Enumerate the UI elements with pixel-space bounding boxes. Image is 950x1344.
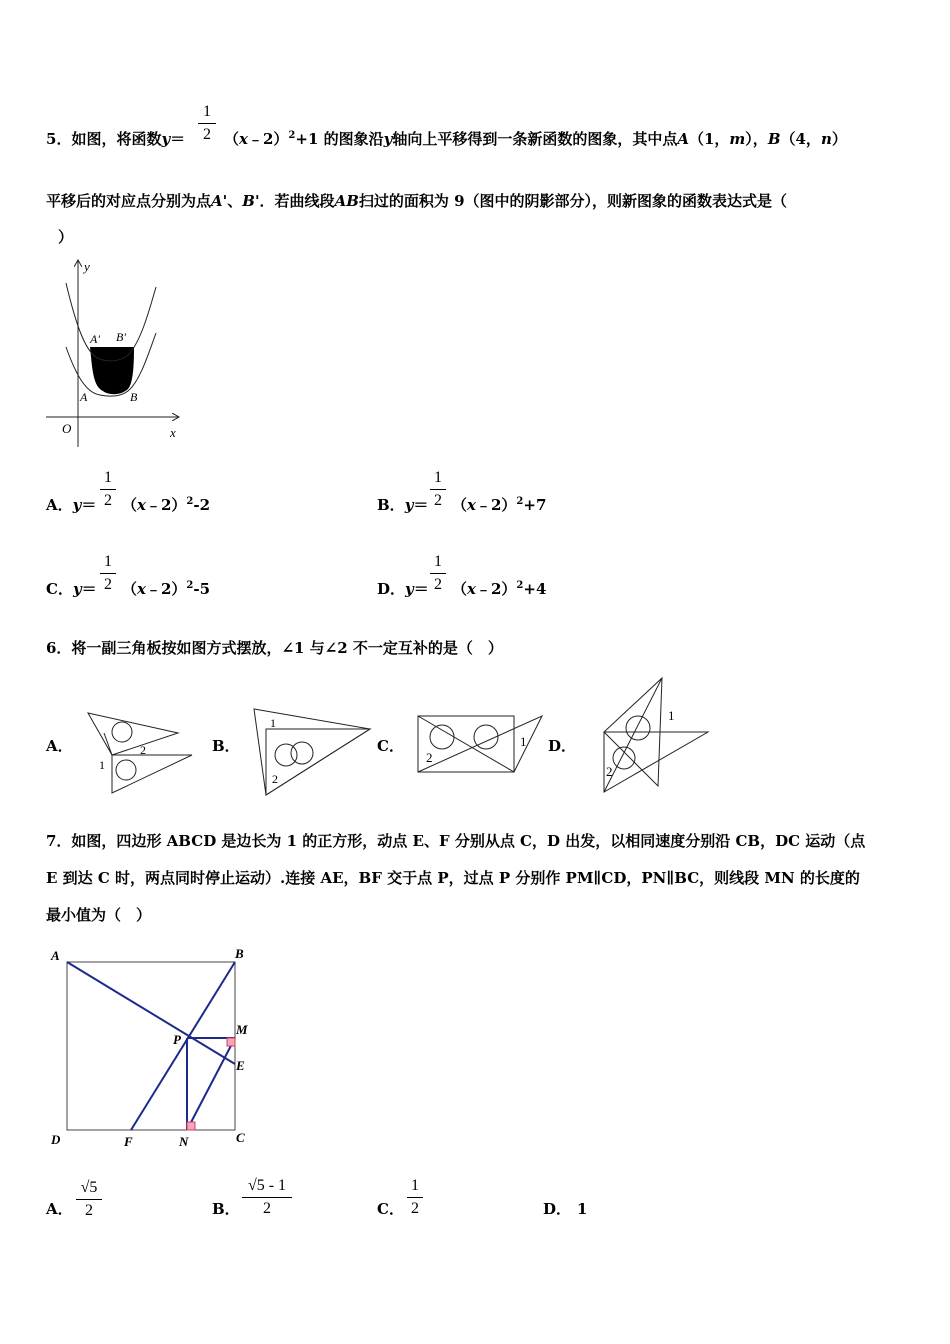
segment-MN	[187, 1038, 235, 1130]
option-label: D．	[543, 1200, 572, 1218]
label-M: M	[236, 1022, 248, 1037]
equals: ＝	[413, 580, 429, 598]
triangle-hole	[613, 747, 635, 769]
angle-2-label: 2	[272, 772, 278, 786]
q5-point-B: B	[767, 130, 781, 148]
angle-2-label: 2	[140, 743, 146, 757]
option-fraction	[76, 1178, 102, 1221]
q6-figure-C	[414, 710, 554, 790]
fraction-bar	[100, 573, 116, 574]
q5-point-A-prime: A'	[211, 192, 228, 210]
q5-text: ）	[831, 130, 847, 148]
fraction-numerator: 1	[104, 469, 112, 486]
q5-text: （4，	[780, 130, 821, 148]
q5-text: 轴向上平移得到一条新函数的图象，其中点	[392, 130, 678, 148]
paren: （	[452, 580, 468, 598]
q6-option-B-label[interactable]: B．	[212, 737, 240, 755]
label-A-prime: A'	[90, 332, 100, 346]
q5-expr: ﹣2）	[247, 130, 289, 148]
option-value: 1	[577, 1200, 588, 1218]
q5-text: 扫过的面积为 9（图中的阴影部分），则新图象的函数表达式是（	[358, 192, 788, 210]
expr: ﹣2）	[145, 496, 187, 514]
q5-line-2	[46, 190, 787, 211]
q5-point-B-prime: B'	[242, 192, 260, 210]
label-A: A	[51, 948, 60, 963]
shaded-region	[90, 347, 134, 394]
angle-1-label: 1	[99, 758, 105, 772]
triangle-hole	[275, 744, 297, 766]
label-E: E	[236, 1058, 245, 1073]
option-label: B．	[212, 1200, 240, 1218]
triangle-hole	[112, 722, 132, 742]
label-B: B	[130, 390, 138, 404]
exponent: 2	[186, 496, 194, 507]
paren: （	[452, 496, 468, 514]
option-label: C．	[46, 580, 73, 598]
label-A: A	[80, 390, 88, 404]
expr: ﹣2）	[475, 496, 517, 514]
q5-var-n: n	[820, 130, 832, 148]
fraction-bar	[430, 573, 446, 574]
label-y: y	[84, 259, 90, 274]
fraction-denominator: 2	[263, 1200, 271, 1217]
option-label: D．	[377, 580, 406, 598]
right-angle-mark-M	[227, 1038, 235, 1046]
option-label: A．	[46, 496, 73, 514]
fraction-denominator: 2	[104, 576, 112, 593]
q5-number: 5	[46, 130, 57, 148]
q5-text: 平移后的对应点分别为点	[46, 192, 212, 210]
fraction-denominator: 2	[434, 492, 442, 509]
label-O: O	[62, 421, 72, 436]
q5-text: ．如图，将函数	[56, 130, 162, 148]
var-y: y	[405, 580, 414, 598]
label-B: B	[235, 946, 244, 961]
constant: -2	[193, 496, 211, 514]
q5-figure	[40, 255, 190, 455]
q5-text: （1，	[688, 130, 730, 148]
constant: +7	[523, 496, 547, 514]
q7-line-1: 7．如图，四边形 ABCD 是边长为 1 的正方形，动点 E、F 分别从点 C，D 出发，以相同速度分别沿 CB，DC 运动（点	[46, 832, 866, 850]
triangle-hole	[116, 760, 136, 780]
fraction-bar	[407, 1197, 423, 1198]
label-F: F	[124, 1134, 133, 1149]
fraction-denominator: 2	[411, 1200, 419, 1217]
var-x: x	[467, 496, 476, 514]
option-fraction	[242, 1176, 292, 1219]
angle-2-label: 2	[426, 750, 433, 765]
q5-paren: （	[224, 130, 240, 148]
fraction-numerator: 1	[104, 553, 112, 570]
q5-fraction	[198, 102, 216, 145]
equals: ＝	[81, 496, 97, 514]
q7-figure	[46, 942, 266, 1152]
fraction-bar	[76, 1199, 102, 1200]
option-label: C．	[377, 1200, 404, 1218]
constant: +4	[523, 580, 547, 598]
exponent: 2	[516, 496, 524, 507]
q5-var-y: y	[161, 130, 171, 148]
paren: （	[122, 496, 138, 514]
segment-BF	[131, 962, 235, 1130]
angle-1-label: 1	[520, 734, 527, 749]
fraction-denominator: 2	[85, 1202, 93, 1219]
q5-var-m: m	[729, 130, 746, 148]
q6-question-text: 6．将一副三角板按如图方式摆放，∠1 与∠2 不一定互补的是（ ）	[46, 639, 503, 657]
q5-point-A: A	[677, 130, 689, 148]
expr: ﹣2）	[475, 580, 517, 598]
triangle-hole	[626, 716, 650, 740]
option-fraction	[100, 552, 116, 595]
expr: ﹣2）	[145, 580, 187, 598]
q6-option-A-label[interactable]: A．	[46, 737, 73, 755]
q5-text: 、	[227, 192, 243, 210]
triangle-hole	[430, 725, 454, 749]
option-label: A．	[46, 1200, 73, 1218]
fraction-numerator: √5	[80, 1179, 98, 1196]
label-C: C	[236, 1130, 245, 1145]
fraction-numerator: 1	[434, 553, 442, 570]
q6-figure-D	[598, 676, 718, 796]
q5-line-3: ）	[58, 228, 74, 246]
exponent: 2	[186, 580, 194, 591]
paren: （	[122, 580, 138, 598]
q5-line-1	[46, 128, 185, 149]
label-B-prime: B'	[116, 330, 126, 344]
q7-line-2: E 到达 C 时，两点同时停止运动）.连接 AE，BF 交于点 P，过点 P 分别作 PM∥CD，PN∥BC，则线段 MN 的长度的	[46, 869, 860, 887]
q7-line-3: 最小值为（ ）	[46, 906, 152, 924]
equals: ＝	[413, 496, 429, 514]
fraction-numerator: 1	[411, 1177, 419, 1194]
q5-text: +1 的图象沿	[295, 130, 384, 148]
label-x: x	[170, 425, 176, 440]
triangle-hole	[291, 742, 313, 764]
var-y: y	[404, 496, 414, 514]
fraction-bar	[430, 489, 446, 490]
option-fraction	[100, 468, 116, 511]
fraction-bar	[198, 123, 216, 124]
fraction-numerator: 1	[434, 469, 442, 486]
equals: ＝	[81, 580, 97, 598]
angle-1-label: 1	[668, 708, 675, 723]
option-fraction	[430, 468, 446, 511]
fraction-numerator: 1	[203, 103, 211, 120]
label-P: P	[173, 1032, 181, 1047]
fraction-bar	[242, 1197, 292, 1198]
q5-equals: ＝	[170, 130, 186, 148]
q5-line-1-rest	[224, 128, 847, 149]
var-x: x	[137, 496, 146, 514]
q5-axis-y: y	[383, 130, 393, 148]
square-ABCD	[67, 962, 235, 1130]
q6-figure-B	[250, 705, 380, 805]
set-square-45	[88, 713, 178, 755]
q5-exponent: 2	[288, 130, 296, 141]
segment-AE	[67, 962, 235, 1064]
q5-var-x: x	[239, 130, 248, 148]
fraction-numerator: √5 - 1	[247, 1177, 287, 1194]
q5-text: ），	[745, 130, 768, 148]
right-angle-mark-N	[187, 1122, 195, 1130]
q6-figure-A	[84, 705, 204, 805]
fraction-bar	[100, 489, 116, 490]
q6-option-D-label[interactable]: D．	[548, 737, 577, 755]
label-D: D	[51, 1132, 61, 1147]
q5-text: ．若曲线段	[259, 192, 335, 210]
var-x: x	[467, 580, 476, 598]
exponent: 2	[516, 580, 524, 591]
label-N: N	[179, 1134, 189, 1149]
var-x: x	[137, 580, 146, 598]
set-square-45	[266, 729, 370, 795]
angle-1-label: 1	[270, 716, 276, 730]
var-y: y	[72, 580, 82, 598]
var-y: y	[72, 496, 82, 514]
constant: -5	[193, 580, 211, 598]
fraction-denominator: 2	[104, 492, 112, 509]
q6-option-C-label[interactable]: C．	[377, 737, 404, 755]
fraction-denominator: 2	[434, 576, 442, 593]
angle-2-label: 2	[606, 764, 613, 779]
option-fraction	[430, 552, 446, 595]
q5-segment-AB: AB	[334, 192, 359, 210]
fraction-denominator: 2	[203, 126, 211, 143]
option-fraction	[407, 1176, 423, 1219]
option-label: B．	[377, 496, 405, 514]
